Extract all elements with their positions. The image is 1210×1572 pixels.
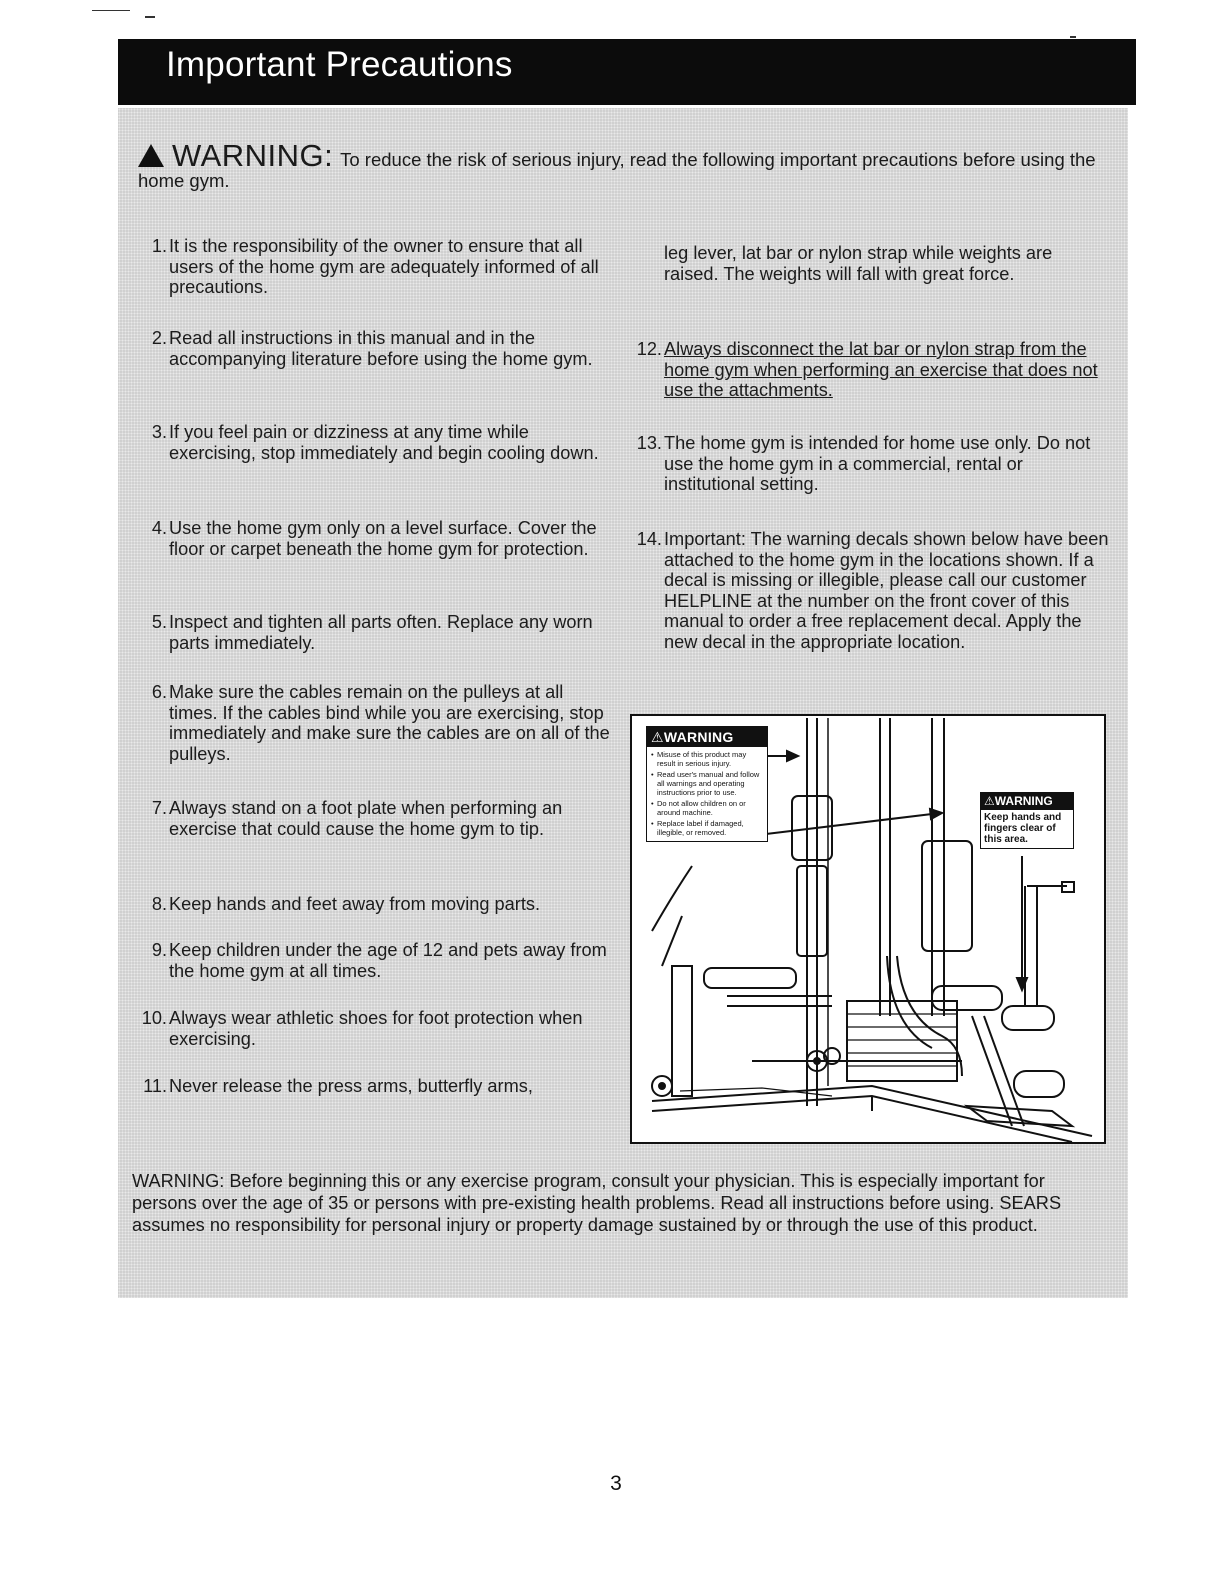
decal-bullet: • Do not allow children on or around machine. (657, 799, 763, 817)
precaution-item-continued: leg lever, lat bar or nylon strap while weights are raised. The weights will fall with great force. (664, 243, 1053, 284)
home-gym-diagram (630, 714, 1106, 1144)
precaution-item: 3. If you feel pain or dizziness at any time while exercising, stop immediately and begin cooling down. (151, 422, 599, 463)
bottom-warning-text: WARNING: Before beginning this or any exercise program, consult your physician. This is especially important for persons over the age of 35 or persons with pre-existing health problems. Read all instructions before using. SEARS assumes no responsibility for personal injury or property damage sustained by or through the use of this product. (132, 1171, 1062, 1235)
decal-heading: ⚠WARNING (981, 793, 1073, 810)
decal-bullet: • Misuse of this product may result in serious injury. (657, 750, 763, 768)
precaution-item: 10. Always wear athletic shoes for foot protection when exercising. (141, 1008, 583, 1049)
precaution-item: 9. Keep children under the age of 12 and pets away from the home gym at all times. (151, 940, 607, 981)
decal-bullet: • Replace label if damaged, illegible, or removed. (657, 819, 763, 837)
warning-decal-left (646, 726, 768, 842)
precaution-item: 7. Always stand on a foot plate when performing an exercise that could cause the home gym to tip. (151, 798, 563, 839)
precaution-item: 2. Read all instructions in this manual and in the accompanying literature before using the home gym. (151, 328, 593, 369)
decal-heading: ⚠WARNING (647, 727, 767, 747)
decal-bullet: • Read user's manual and follow all warnings and operating instructions prior to use. (657, 770, 763, 797)
precaution-item: 8. Keep hands and feet away from moving parts. (151, 894, 541, 914)
warning-intro (138, 138, 1108, 191)
scan-speck (92, 10, 130, 11)
precaution-item: 14. Important: The warning decals shown below have been attached to the home gym in the locations shown. If a decal is missing or illegible, please call our customer HELPLINE at the number on the front cover of this manual to order a free replacement decal. Apply the new decal in the appropriate location. (636, 529, 1109, 652)
precaution-item: 11. Never release the press arms, butterfly arms, (143, 1076, 533, 1096)
warning-label: WARNING: (172, 138, 334, 173)
warning-decal-right (980, 792, 1074, 849)
header-bar (118, 39, 1136, 105)
precaution-item: 5. Inspect and tighten all parts often. Replace any worn parts immediately. (151, 612, 593, 653)
precaution-item: 1. It is the responsibility of the owner to ensure that all users of the home gym are adequately informed of all precautions. (151, 236, 599, 297)
page-number: 3 (610, 1472, 622, 1495)
scan-speck (145, 16, 155, 18)
precaution-item: 12. Always disconnect the lat bar or nylon strap from the home gym when performing an exercise that does not use the attachments. (636, 339, 1098, 400)
decal-text: Keep hands and fingers clear of this area. (984, 812, 1062, 845)
warning-triangle-icon (138, 144, 164, 167)
scan-speck (1070, 36, 1076, 38)
precaution-item: 4. Use the home gym only on a level surface. Cover the floor or carpet beneath the home gym for protection. (151, 518, 597, 559)
decal-bullet-list (647, 750, 767, 837)
warning-intro-text: To reduce the risk of serious injury, read the following important precautions before using the home gym. (138, 149, 1096, 191)
precaution-item: 6. Make sure the cables remain on the pulleys at all times. If the cables bind while you are exercising, stop immediately and make sure the cables are on all of the pulleys. (151, 682, 610, 764)
page-title: Important Precautions (166, 45, 513, 84)
precautions-left-column (135, 236, 615, 1100)
precautions-right-column (630, 243, 1110, 652)
precaution-item: 13. The home gym is intended for home use only. Do not use the home gym in a commercial, rental or institutional setting. (636, 433, 1091, 494)
